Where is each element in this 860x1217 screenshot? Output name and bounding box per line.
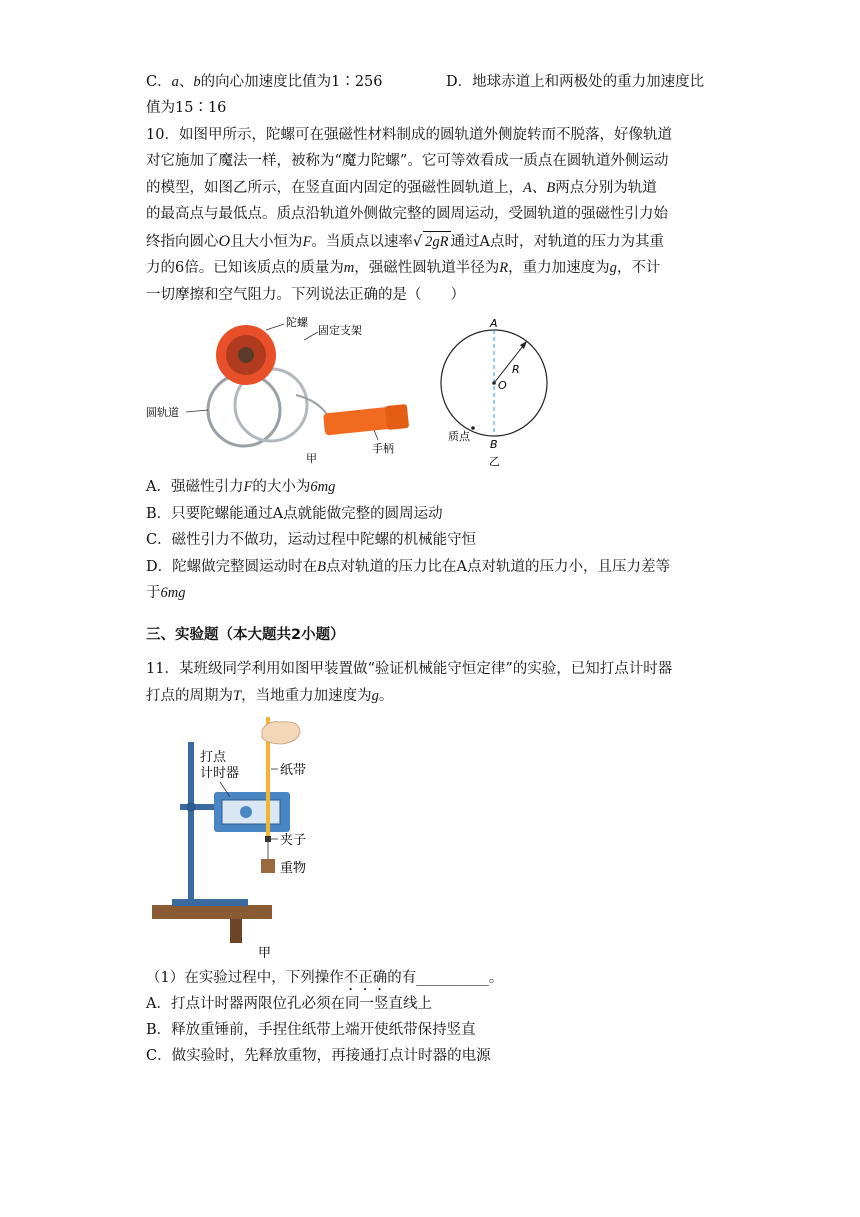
stand-rod <box>188 742 194 900</box>
label-timer-2: 计时器 <box>200 766 240 781</box>
handle-icon <box>323 404 409 436</box>
section-3-title: 三、实验题（本大题共2小题） <box>146 627 345 643</box>
label-clip: 夹子 <box>280 833 307 848</box>
label-O: O <box>498 379 507 392</box>
q10-option-d-cont: 于6mg <box>146 585 186 601</box>
label-B: B <box>490 438 498 451</box>
spinner-icon <box>216 325 276 385</box>
q10-option-b: B．只要陀螺能通过A点就能做完整的圆周运动 <box>146 506 443 522</box>
q10-option-d: D．陀螺做完整圆运动时在B点对轨道的压力比在A点对轨道的压力小，且压力差等 <box>146 559 670 575</box>
label-zhidian: 质点 <box>448 430 470 443</box>
q9-option-d: D．地球赤道上和两极处的重力加速度比 <box>446 74 705 90</box>
label-shoubing: 手柄 <box>372 442 394 455</box>
table-leg <box>230 919 242 943</box>
q11-option-c: C．做实验时，先释放重物，再接通打点计时器的电源 <box>146 1048 491 1064</box>
figure-circle-diagram <box>440 315 570 470</box>
q9-option-d-cont: 值为15∶16 <box>146 100 227 116</box>
caption-yi: 乙 <box>489 455 500 468</box>
figure-apparatus <box>150 712 330 962</box>
caption-jia: 甲 <box>306 452 317 465</box>
label-tuoluo: 陀螺 <box>286 316 308 329</box>
q11-option-b: B．释放重锤前，手捏住纸带上端开使纸带保持竖直 <box>146 1022 476 1038</box>
caption-jia-2: 甲 <box>258 946 272 961</box>
q10-line-6: 力的6倍。已知该质点的质量为m，强磁性圆轨道半径为R，重力加速度为g，不计 <box>146 260 661 276</box>
table-top <box>152 905 272 919</box>
q11-line-1: 11．某班级同学利用如图甲装置做“验证机械能守恒定律”的实验，已知打点计时器 <box>146 661 673 677</box>
hand-icon <box>262 722 300 744</box>
mass-point <box>471 426 475 430</box>
q11-option-a: A．打点计时器两限位孔必须在同一竖直线上 <box>146 996 432 1012</box>
label-tape: 纸带 <box>280 763 307 778</box>
radius-line <box>494 341 527 383</box>
q11-line-2: 打点的周期为T，当地重力加速度为g。 <box>146 688 394 704</box>
label-guidao: 圆轨道 <box>146 406 179 419</box>
q11-sub-1: （1）在实验过程中，下列操作不正确的有__________。 <box>146 970 504 986</box>
q10-option-a: A．强磁性引力F的大小为6mg <box>146 479 336 495</box>
q10-line-2: 对它施加了魔法一样，被称为“魔力陀螺”。它可等效看成一质点在圆轨道外侧运动 <box>146 153 669 169</box>
clip <box>265 836 271 842</box>
q10-line-3: 的模型，如图乙所示，在竖直面内固定的强磁性圆轨道上，A、B两点分别为轨道 <box>146 180 657 196</box>
label-timer-1: 打点 <box>200 750 227 765</box>
label-R: R <box>512 363 520 376</box>
q10-line-7: 一切摩擦和空气阻力。下列说法正确的是（ ） <box>146 287 465 303</box>
label-A: A <box>490 317 498 330</box>
weight <box>261 859 275 873</box>
stand-base <box>172 899 248 906</box>
figure-gyroscope <box>146 310 436 470</box>
label-zhijia: 固定支架 <box>318 324 362 337</box>
q10-line-4: 的最高点与最低点。质点沿轨道外侧做完整的圆周运动，受圆轨道的强磁性引力始 <box>146 206 668 222</box>
q9-option-c: C．a、b的向心加速度比值为1∶256 <box>146 74 383 90</box>
label-weight: 重物 <box>280 861 307 876</box>
q10-option-c: C．磁性引力不做功，运动过程中陀螺的机械能守恒 <box>146 532 477 548</box>
center-point <box>492 381 496 385</box>
q10-line-1: 10．如图甲所示，陀螺可在强磁性材料制成的圆轨道外侧旋转而不脱落，好像轨道 <box>146 127 672 143</box>
q10-line-5: 终指向圆心O且大小恒为F。当质点以速率√ 2gR 通过A点时，对轨道的压力为其重 <box>146 233 665 250</box>
